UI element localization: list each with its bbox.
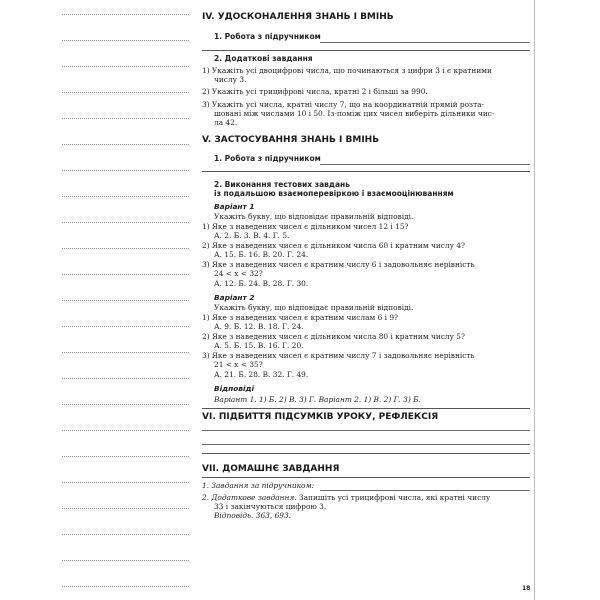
note-line (62, 560, 189, 561)
note-line (62, 378, 189, 379)
note-line (62, 430, 189, 431)
variant-1-question-2: 2) Яке з наведених чисел є дільником числа 60 і кратним числу 4? (202, 241, 465, 250)
variant-2-label: Варіант 2 (214, 293, 255, 302)
note-line (62, 118, 189, 119)
variant-1-question-3: 3) Яке з наведених чисел є кратним числу 6 і задовольняє нерівність (202, 260, 475, 269)
section-6-title: VI. ПІДБИТТЯ ПІДСУМКІВ УРОКУ, РЕФЛЕКСІЯ (202, 412, 439, 422)
section-7-title: VII. ДОМАШНЄ ЗАВДАННЯ (202, 464, 340, 474)
note-line (62, 170, 189, 171)
variant-1-label: Варіант 1 (214, 202, 255, 211)
note-line (62, 144, 189, 145)
note-line (62, 92, 189, 93)
section-divider (202, 171, 530, 172)
variant-1-inequality: 24 < x < 32? (214, 269, 263, 278)
homework-2-label: 2. Додаткове завдання. (202, 493, 297, 502)
note-line (62, 456, 189, 457)
variant-2-inequality: 21 < x < 35? (214, 360, 263, 369)
variant-1-instruction: Укажіть букву, що відповідає правильній відповіді. (214, 212, 414, 221)
task-1-line-2: числу 3. (214, 75, 247, 84)
task-2-line-1: 2) Укажіть усі трицифрові числа, кратні 2 і більші за 990. (202, 87, 428, 96)
note-line (62, 352, 189, 353)
test-title-line-1: 2. Виконання тестових завдань (214, 180, 350, 189)
answers-label: Відповіді (214, 384, 255, 393)
note-line (62, 326, 189, 327)
section-divider (202, 50, 530, 51)
answer-fill-line[interactable] (202, 444, 530, 445)
variant-2-options-2: А. 5. Б. 15. В. 16. Г. 20. (214, 341, 304, 350)
homework-1-label: 1. Завдання за підручником: (202, 481, 315, 490)
section-5-title: V. ЗАСТОСУВАННЯ ЗНАНЬ І ВМІНЬ (202, 135, 380, 145)
note-line (62, 66, 189, 67)
homework-2-text: Запишіть усі трицифрові числа, які кратні числу (296, 493, 491, 502)
variant-1-options-3: А. 12. Б. 24. В. 28. Г. 30. (214, 279, 309, 288)
answers-text: Варіант 1. 1) Б. 2) В. 3) Г. Варіант 2. 1) В. 2) Г. 3) Б. (214, 395, 421, 404)
answer-fill-line[interactable] (320, 42, 530, 43)
variant-2-options-1: А. 9. Б. 12. В. 18. Г. 24. (214, 322, 304, 331)
section-5-work-label: 1. Робота з підручником (214, 154, 321, 163)
task-3-line-3: ла 42. (214, 118, 238, 127)
section-divider (202, 408, 530, 409)
section-divider (202, 453, 530, 454)
answer-fill-line[interactable] (202, 430, 530, 431)
variant-1-options-1: А. 2. Б. 3. В. 4. Г. 5. (214, 231, 290, 240)
test-title-line-2: із подальшою взаємоперевіркою і взаємооцінюванням (214, 189, 454, 198)
note-line (62, 248, 189, 249)
note-line (62, 534, 189, 535)
note-line (62, 404, 189, 405)
note-line (62, 482, 189, 483)
variant-2-options-3: А. 21. Б. 28. В. 32. Г. 49. (214, 370, 309, 379)
variant-2-question-3: 3) Яке з наведених чисел є кратним числу 7 і задовольняє нерівність (202, 351, 475, 360)
homework-1 (202, 482, 314, 490)
variant-2-question-2: 2) Яке з наведених чисел є дільником числа 80 і кратним числу 5? (202, 332, 465, 341)
task-3-line-2: шовані між числами 10 і 50. Із-поміж цих чисел виберіть дільники чис- (214, 109, 495, 118)
notes-margin (62, 0, 189, 600)
note-line (62, 40, 189, 41)
note-line (62, 274, 189, 275)
task-1-line-1: 1) Укажіть усі двоцифрові числа, що починаються з цифри 3 і є кратними (202, 66, 492, 75)
variant-1-question-1: 1) Яке з наведених чисел є дільником чисел 12 і 15? (202, 222, 409, 231)
section-4-title: IV. УДОСКОНАЛЕННЯ ЗНАНЬ І ВМІНЬ (202, 12, 394, 22)
task-3-line-1: 3) Укажіть усі числа, кратні числу 7, що на координатній прямій розта- (202, 100, 485, 109)
variant-2-instruction: Укажіть букву, що відповідає правильній відповіді. (214, 303, 414, 312)
note-line (62, 508, 189, 509)
homework-2 (202, 494, 490, 502)
page-edge (534, 0, 535, 600)
homework-2-line-2: 33 і закінчуються цифрою 3. (214, 502, 327, 511)
page-number: 18 (522, 585, 531, 592)
homework-2-answer: Відповідь. 363, 693. (214, 511, 292, 520)
note-line (62, 586, 189, 587)
answer-fill-line[interactable] (320, 490, 530, 491)
section-4-work-label: 1. Робота з підручником (214, 32, 321, 41)
variant-2-question-1: 1) Яке з наведених чисел є кратним числам 6 і 9? (202, 313, 399, 322)
note-line (62, 222, 189, 223)
variant-1-options-2: А. 15. Б. 16. В. 20. Г. 24. (214, 250, 309, 259)
section-divider (202, 477, 530, 478)
answer-fill-line[interactable] (320, 164, 530, 165)
note-line (62, 300, 189, 301)
note-line (62, 14, 189, 15)
note-line (62, 196, 189, 197)
extra-tasks-title: 2. Додаткові завдання (214, 54, 313, 63)
